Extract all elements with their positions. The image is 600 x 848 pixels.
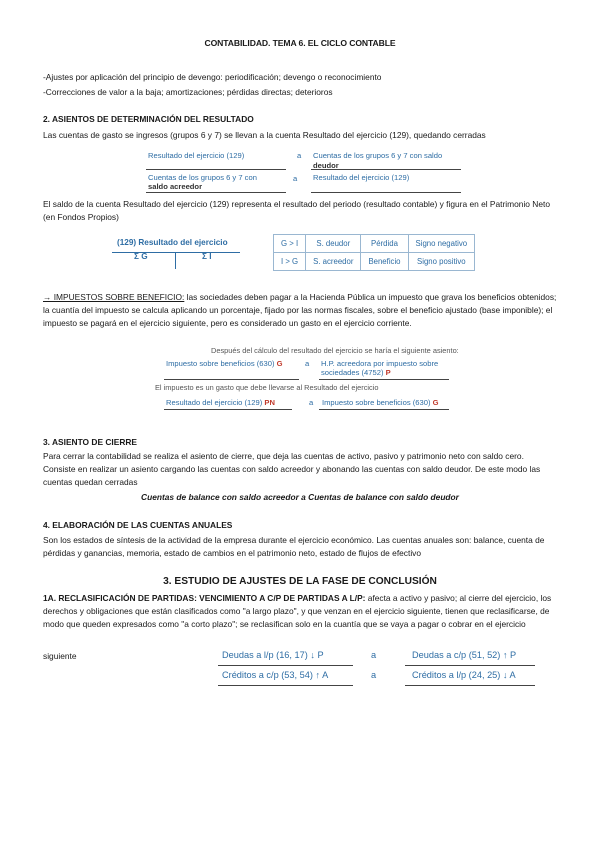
reclassification-paragraph [43,592,558,631]
impuestos-r2-mid: a [309,398,314,407]
entry-divider [146,192,286,193]
entry-divider [311,169,461,170]
section-2-text-2: El saldo de la cuenta Resultado del ejercicio (129) representa el resultado del periodo (resultado contable) y figura en el Patrimonio Neto (en Fondos Propios) [43,199,550,223]
reclassification-label: 1A. RECLASIFICACIÓN DE PARTIDAS: VENCIMIENTO A C/P DE PARTIDAS A L/P: [43,593,366,603]
reclass-r2-right: Créditos a l/p (24, 25) ↓ A [412,670,516,680]
table-row [274,253,475,271]
table-row [274,235,475,253]
t-account-left: Σ G [134,252,148,261]
section-3-text: Para cerrar la contabilidad se realiza el asiento de cierre, que deja las cuentas de activo, pasivo y patrimonio neto con saldo cero. Consiste en realizar un asiento cargando las cuentas con saldo acreedor y abonando las cuentas con saldo deudor. De este modo las cuentas quedan cerradas [43,451,541,488]
impuestos-r1-left-text: Impuesto sobre beneficios (630) [166,359,275,368]
table-cell: S. deudor [306,235,361,253]
impuestos-label: → IMPUESTOS SOBRE BENEFICIO: [43,292,185,302]
reclass-divider [218,665,353,666]
entry-r2-left-a: Cuentas de los grupos 6 y 7 con [148,173,257,182]
reclass-r1-left: Deudas a l/p (16, 17) ↓ P [222,650,324,660]
reclass-divider [405,685,535,686]
impuestos-r1-left-tag: G [276,359,283,368]
entry-r1-right-b: deudor [313,161,339,170]
impuestos-divider [319,409,449,410]
section-4-title: 4. ELABORACIÓN DE LAS CUENTAS ANUALES [43,520,233,530]
t-account-right: Σ I [202,252,212,261]
table-cell: Signo positivo [408,253,475,271]
entry-r1-mid: a [297,151,302,160]
section-2-title: 2. ASIENTOS DE DETERMINACIÓN DEL RESULTADO [43,114,254,124]
page-header: CONTABILIDAD. TEMA 6. EL CICLO CONTABLE [204,38,396,48]
reclass-r2-left: Créditos a c/p (53, 54) ↑ A [222,670,329,680]
chapter-3-heading: 3. ESTUDIO DE AJUSTES DE LA FASE DE CONCLUSIÓN [163,576,437,587]
reclass-r2-mid: a [371,670,377,680]
impuestos-r1-right-a: H.P. acreedora por impuesto sobre [321,359,439,368]
closing-entry-formula: Cuentas de balance con saldo acreedor a Cuentas de balance con saldo deudor [141,492,459,502]
section-4-text: Son los estados de síntesis de la actividad de la empresa durante el ejercicio económico. Las cuentas anuales son: balance, cuenta de pérdidas y ganancias, memoria, estado de cambios en el patrimonio neto, estado de flujos de efectivo [43,535,545,559]
impuestos-r2-left-tag: PN [264,398,275,407]
section-2-text: Las cuentas de gasto se ingresos (grupos 6 y 7) se llevan a la cuenta Resultado del ejercicio (129), quedando cerradas [43,130,486,140]
impuestos-paragraph [43,291,558,330]
entry-r2-right: Resultado del ejercicio (129) [313,173,410,182]
impuestos-note-2: El impuesto es un gasto que debe llevarse al Resultado del ejercicio [155,383,379,392]
impuestos-r2-right-text: Impuesto sobre beneficios (630) [322,398,431,407]
entry-divider [146,169,286,170]
t-account-divider [175,252,176,269]
impuestos-r1-left [166,359,283,369]
impuestos-note-1: Después del cálculo del resultado del ejercicio se haría el siguiente asiento: [211,346,459,355]
impuestos-divider [164,409,292,410]
impuestos-text: las sociedades deben pagar a la Hacienda Pública un impuesto que grava los beneficios obtenidos; la cuantía del impuesto se calcula aplicando un porcentaje, fijado por las normas fiscales, sobre el beneficio ajustado (base imponible); el impuesto se pagará en el ejercicio siguiente, pero es considerado un gasto en el ejercicio corriente. [43,292,557,329]
reclass-divider [218,685,353,686]
t-account-title: (129) Resultado del ejercicio [117,238,228,247]
table-cell: Signo negativo [408,235,475,253]
impuestos-r2-left [166,398,275,408]
impuestos-divider [164,379,299,380]
table-cell: Pérdida [361,235,408,253]
entry-r1-left: Resultado del ejercicio (129) [148,151,245,160]
table-cell: Beneficio [361,253,408,271]
entry-r1-right-a: Cuentas de los grupos 6 y 7 con saldo [313,151,443,160]
impuestos-divider [319,379,449,380]
reclassification-text: afecta a activo y pasivo; al cierre del ejercicio, los derechos y obligaciones que están clasificados como "a largo plazo", y que venzan en el ejercicio siguiente, tienen que reclasificarse, de modo que queden expresados como "a corto plazo"; se reclasifican solo en la cuantía que se vaya a pagar o cobrar en el ejercicio [43,593,552,630]
entry-r2-mid: a [293,174,298,183]
impuestos-r2-right-tag: G [432,398,439,407]
section-3-title: 3. ASIENTO DE CIERRE [43,437,138,447]
table-cell: G > I [274,235,306,253]
reclassification-last-word: siguiente [43,651,77,661]
impuestos-r2-left-text: Resultado del ejercicio (129) [166,398,263,407]
t-account-top-line [112,252,240,253]
reclass-r1-mid: a [371,650,377,660]
intro-line-2: -Correcciones de valor a la baja; amortizaciones; pérdidas directas; deterioros [43,87,333,97]
table-cell: S. acreedor [306,253,361,271]
result-sign-table [273,234,475,271]
impuestos-r1-right-b [321,368,391,378]
reclass-divider [405,665,535,666]
entry-r2-left-b: saldo acreedor [148,182,203,191]
impuestos-r2-right [322,398,439,408]
intro-line-1: -Ajustes por aplicación del principio de devengo: periodificación; devengo o reconocimiento [43,72,382,82]
impuestos-r1-right-tag: P [385,368,391,377]
entry-divider [311,192,461,193]
impuestos-r1-mid: a [305,359,310,368]
reclass-r1-right: Deudas a c/p (51, 52) ↑ P [412,650,517,660]
impuestos-r1-right-b-text: sociedades (4752) [321,368,384,377]
table-cell: I > G [274,253,306,271]
